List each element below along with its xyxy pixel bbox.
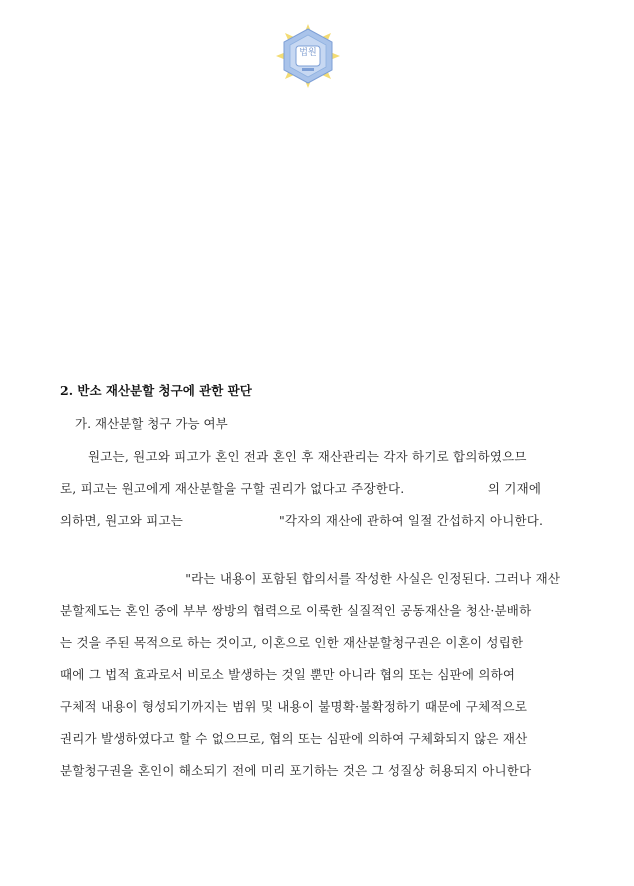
court-emblem-logo — [274, 22, 342, 90]
paragraph-line: 구체적 내용이 형성되기까지는 범위 및 내용이 불명확·불확정하기 때문에 구체적으로 — [60, 699, 528, 714]
paragraph-line: 는 것을 주된 목적으로 하는 것이고, 이혼으로 인한 재산분할청구권은 이혼이 성립한 — [60, 635, 524, 650]
paragraph-line: 때에 그 법적 효과로서 비로소 발생하는 것일 뿐만 아니라 협의 또는 심판에 의하여 — [60, 667, 516, 682]
paragraph-line: 로, 피고는 원고에게 재산분할을 구할 권리가 없다고 주장한다. 의 기재에 — [60, 481, 542, 496]
paragraph-line: 원고는, 원고와 피고가 혼인 전과 혼인 후 재산관리는 각자 하기로 합의하였으므 — [88, 449, 527, 464]
paragraph-line: 의하면, 원고와 피고는 "각자의 재산에 관하여 일절 간섭하지 아니한다. — [60, 513, 544, 528]
section-heading: 2. 반소 재산분할 청구에 관한 판단 — [60, 383, 252, 398]
emblem-text: 법원 — [299, 48, 317, 58]
section-subheading: 가. 재산분할 청구 가능 여부 — [75, 416, 228, 431]
paragraph-line: 분할제도는 혼인 중에 부부 쌍방의 협력으로 이룩한 실질적인 공동재산을 청산·분배하 — [60, 603, 532, 618]
paragraph-line: 분할청구권을 혼인이 해소되기 전에 미리 포기하는 것은 그 성질상 허용되지 아니한다 — [60, 763, 532, 778]
paragraph-line: "라는 내용이 포함된 합의서를 작성한 사실은 인정된다. 그러나 재산 — [60, 571, 561, 586]
paragraph-line: 권리가 발생하였다고 할 수 없으므로, 협의 또는 심판에 의하여 구체화되지 않은 재산 — [60, 731, 528, 746]
